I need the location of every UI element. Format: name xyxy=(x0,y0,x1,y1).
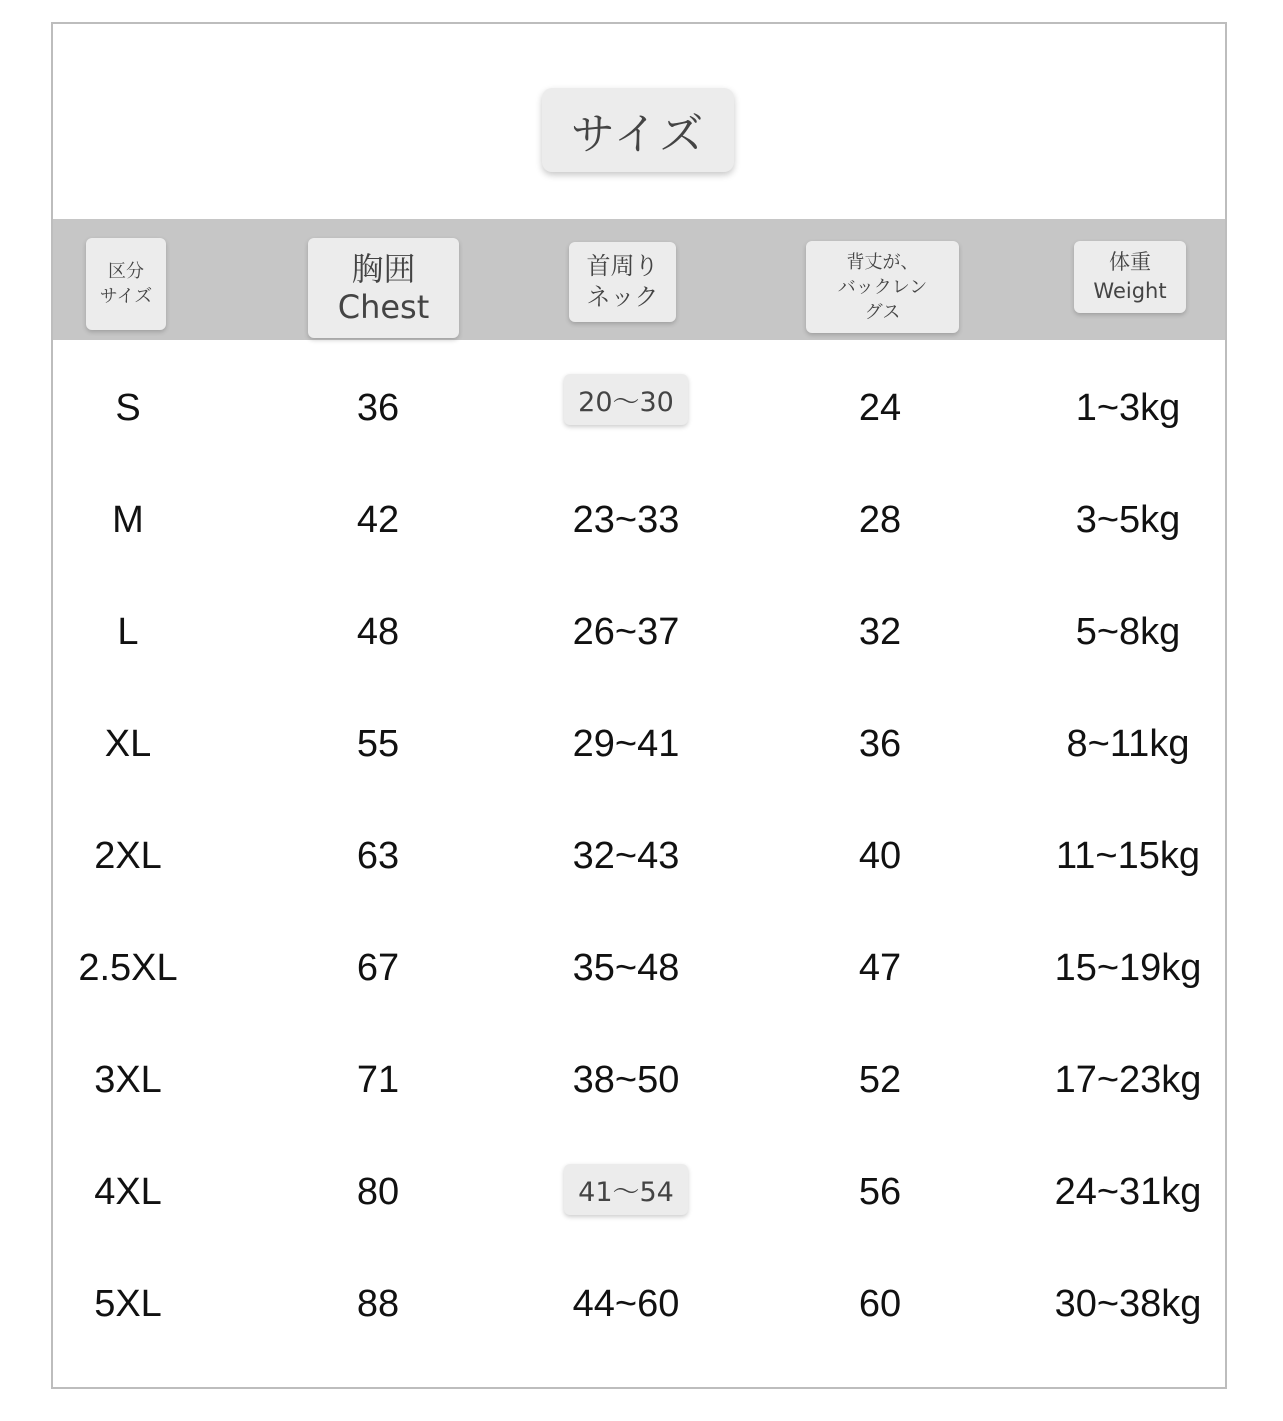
table-row xyxy=(53,464,1225,576)
table-row xyxy=(53,912,1225,1024)
header-neck-line-2: ネック xyxy=(586,283,659,311)
cell-chest: 67 xyxy=(356,946,400,989)
cell-back-length: 56 xyxy=(858,1170,902,1213)
cell-size: 4XL xyxy=(94,1170,162,1213)
header-size-line-2: サイズ xyxy=(99,286,153,307)
header-size xyxy=(86,238,166,330)
cell-chest: 71 xyxy=(356,1058,400,1101)
cell-weight: 1~3kg xyxy=(1075,386,1181,429)
cell-chest: 63 xyxy=(356,834,400,877)
cell-neck: 26~37 xyxy=(572,610,680,653)
header-chest-line-2: Chest xyxy=(337,288,430,326)
cell-weight: 3~5kg xyxy=(1075,498,1181,541)
table-row xyxy=(53,800,1225,912)
cell-chest: 55 xyxy=(356,722,400,765)
cell-size: 3XL xyxy=(94,1058,162,1101)
cell-size: S xyxy=(115,386,141,429)
cell-weight: 11~15kg xyxy=(1055,834,1201,877)
header-back-length-line-2: バックレン xyxy=(837,276,928,298)
cell-size: M xyxy=(112,498,144,541)
header-back-length-line-1: 背丈が、 xyxy=(846,251,919,273)
cell-size: 2XL xyxy=(94,834,162,877)
header-back-length xyxy=(806,241,959,333)
cell-size: XL xyxy=(104,722,152,765)
cell-weight: 15~19kg xyxy=(1054,946,1202,989)
header-weight-line-1: 体重 xyxy=(1109,250,1151,274)
cell-neck xyxy=(551,352,701,464)
header-chest xyxy=(308,238,459,338)
cell-neck: 44~60 xyxy=(572,1282,680,1325)
table-row xyxy=(53,688,1225,800)
cell-weight: 30~38kg xyxy=(1054,1282,1202,1325)
cell-chest: 80 xyxy=(356,1170,400,1213)
header-back-length-line-3: グス xyxy=(864,301,901,323)
cell-back-length: 60 xyxy=(858,1282,902,1325)
page-title: サイズ xyxy=(542,88,734,172)
header-chest-line-1: 胸囲 xyxy=(351,250,416,288)
cell-neck-chip: 20〜30 xyxy=(564,374,688,425)
table-row xyxy=(53,352,1225,464)
table-row xyxy=(53,1024,1225,1136)
cell-back-length: 47 xyxy=(858,946,902,989)
cell-back-length: 36 xyxy=(858,722,902,765)
table-row xyxy=(53,1136,1225,1248)
cell-size: 5XL xyxy=(94,1282,162,1325)
cell-back-length: 52 xyxy=(858,1058,902,1101)
cell-chest: 88 xyxy=(356,1282,400,1325)
table-row xyxy=(53,1248,1225,1360)
cell-weight: 17~23kg xyxy=(1054,1058,1202,1101)
cell-neck: 23~33 xyxy=(572,498,680,541)
cell-neck: 32~43 xyxy=(572,834,680,877)
cell-size: L xyxy=(117,610,139,653)
cell-chest: 42 xyxy=(356,498,400,541)
header-size-line-1: 区分 xyxy=(108,261,144,282)
header-neck-line-1: 首周り xyxy=(586,252,659,280)
cell-neck: 29~41 xyxy=(572,722,680,765)
cell-back-length: 40 xyxy=(858,834,902,877)
cell-chest: 48 xyxy=(356,610,400,653)
header-weight xyxy=(1074,241,1186,313)
table-row xyxy=(53,576,1225,688)
cell-neck: 38~50 xyxy=(572,1058,680,1101)
cell-weight: 8~11kg xyxy=(1066,722,1190,765)
header-weight-line-2: Weight xyxy=(1093,279,1167,303)
cell-chest: 36 xyxy=(356,386,400,429)
cell-neck-chip: 41〜54 xyxy=(564,1164,688,1215)
cell-back-length: 24 xyxy=(858,386,902,429)
cell-back-length: 28 xyxy=(858,498,902,541)
cell-size: 2.5XL xyxy=(78,946,178,989)
cell-back-length: 32 xyxy=(858,610,902,653)
cell-weight: 5~8kg xyxy=(1075,610,1181,653)
cell-neck xyxy=(551,1136,701,1248)
cell-weight: 24~31kg xyxy=(1054,1170,1202,1213)
header-neck xyxy=(569,242,676,322)
cell-neck: 35~48 xyxy=(572,946,680,989)
